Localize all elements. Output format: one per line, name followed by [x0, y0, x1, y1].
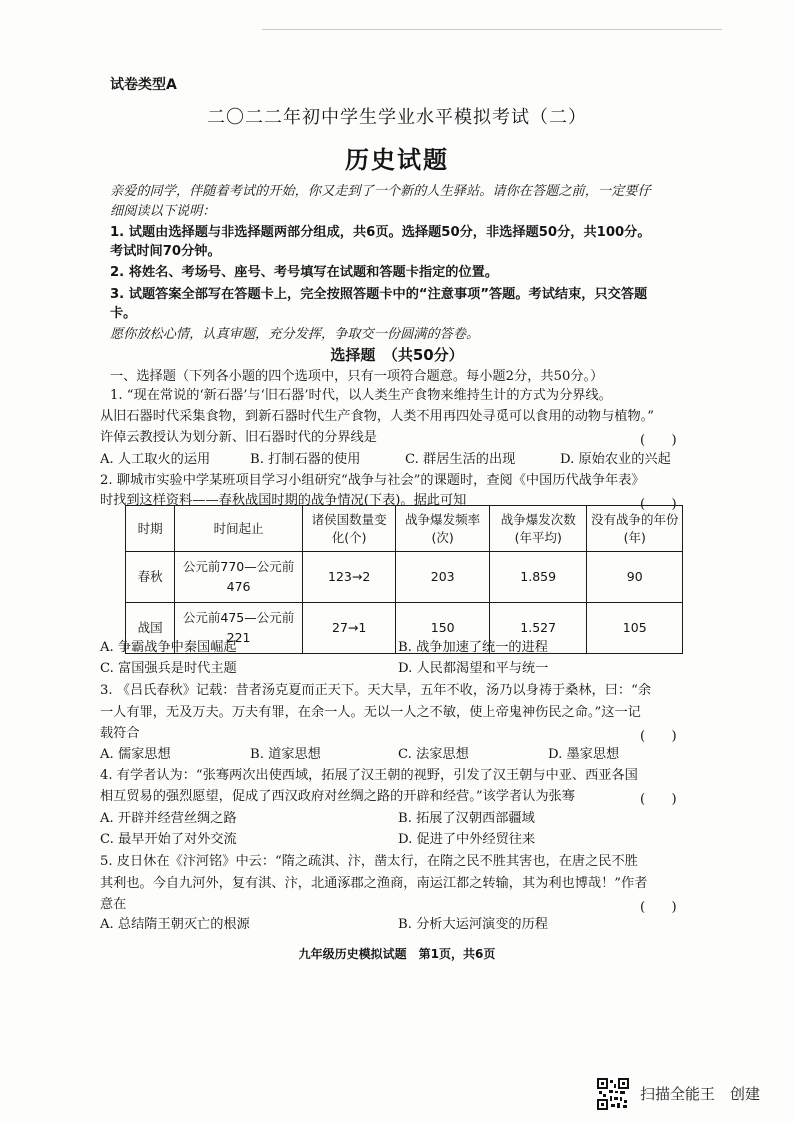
q3-option-a: A. 儒家思想	[100, 747, 171, 762]
q2-option-c: C. 富国强兵是时代主题	[100, 661, 237, 676]
q1-line-1: 1. “现在常说的‘新石器’与‘旧石器’时代，以人类生产食物来维持生计的方式为分界线。	[110, 388, 612, 403]
q2-line-2: 时找到这样资料——春秋战国时期的战争情况(下表)。据此可知	[100, 493, 467, 508]
q5-line-1: 5. 皮日休在《汴河铭》中云：“隋之疏淇、汴，凿太行，在隋之民不胜其害也，在唐之民不胜	[100, 854, 638, 869]
q1-option-c: C. 群居生活的出现	[405, 452, 516, 467]
table-cell: 203	[396, 552, 490, 603]
q5-line-3: 意在	[100, 897, 127, 912]
q4-answer-paren: ( )	[640, 792, 677, 807]
intro-line-2: 细阅读以下说明：	[110, 204, 216, 219]
table-cell: 90	[587, 552, 683, 603]
q1-line-2: 从旧石器时代采集食物，到新石器时代生产食物，人类不用再四处寻觅可以食用的动物与植物。”	[100, 409, 655, 424]
q5-option-b: B. 分析大运河演变的历程	[398, 917, 548, 932]
top-rule	[262, 29, 722, 30]
rule-3b: 卡。	[110, 306, 137, 321]
section-instruction: 一、选择题（下列各小题的四个选项中，只有一项符合题意。每小题2分，共50分。）	[110, 369, 604, 384]
table-cell: 战国	[126, 603, 175, 654]
table-header-row	[126, 506, 683, 552]
q5-option-a: A. 总结隋王朝灭亡的根源	[100, 917, 250, 932]
q3-line-3: 载符合	[100, 726, 140, 741]
war-statistics-table	[125, 505, 683, 654]
table-cell: 150	[396, 603, 490, 654]
q2-answer-paren: ( )	[640, 497, 677, 512]
header-annual-wars: 战争爆发次数(年平均)	[489, 506, 587, 552]
header-war-frequency: 战争爆发频率(次)	[396, 506, 490, 552]
q3-answer-paren: ( )	[640, 729, 677, 744]
q1-option-a: A. 人工取火的运用	[100, 452, 211, 467]
q2-option-a: A. 争霸战争中秦国崛起	[100, 640, 237, 655]
q4-option-a: A. 开辟并经营丝绸之路	[100, 811, 237, 826]
table-cell: 123→2	[302, 552, 396, 603]
table-cell: 105	[587, 603, 683, 654]
table-cell: 公元前475—公元前221	[175, 603, 303, 654]
table-cell: 春秋	[126, 552, 175, 603]
q4-line-2: 相互贸易的强烈愿望，促成了西汉政府对丝绸之路的开辟和经营。”该学者认为张骞	[100, 789, 575, 804]
page-footer: 九年级历史模拟试题 第1页，共6页	[298, 947, 496, 961]
table-cell: 1.859	[489, 552, 587, 603]
wish-line: 愿你放松心情，认真审题，充分发挥，争取交一份圆满的答卷。	[110, 327, 480, 342]
subject-title: 历史试题	[345, 146, 449, 174]
table-cell: 1.527	[489, 603, 587, 654]
q4-option-c: C. 最早开始了对外交流	[100, 832, 237, 847]
table-cell: 27→1	[302, 603, 396, 654]
q5-line-2: 其利也。今自九河外，复有淇、汴，北通涿郡之渔商，南运江都之转输，其为利也博哉！”作者	[100, 876, 648, 891]
q2-line-1: 2. 聊城市实验中学某班项目学习小组研究“战争与社会”的课题时，查阅《中国历代战争年表》	[100, 473, 645, 488]
rule-3a: 3. 试题答案全部写在答题卡上，完全按照答题卡中的“注意事项”答题。考试结束，只交答题	[110, 287, 648, 302]
section-title: 选择题 （共50分）	[330, 346, 464, 364]
q4-line-1: 4. 有学者认为：“张骞两次出使西域，拓展了汉王朝的视野，引发了汉王朝与中亚、西亚各国	[100, 768, 638, 783]
intro-line-1: 亲爱的同学，伴随着考试的开始，你又走到了一个新的人生驿站。请你在答题之前，一定要仔	[110, 184, 651, 199]
header-period: 时期	[126, 506, 175, 552]
q3-option-b: B. 道家思想	[250, 747, 321, 762]
q3-line-2: 一人有罪，无及万夫。万夫有罪，在余一人。无以一人之不敏，使上帝鬼神伤民之命。”这一记	[100, 705, 641, 720]
rule-2: 2. 将姓名、考场号、座号、考号填写在试题和答题卡指定的位置。	[110, 265, 499, 280]
q4-option-b: B. 拓展了汉朝西部疆域	[398, 811, 535, 826]
q1-line-3: 许倬云教授认为划分新、旧石器时代的分界线是	[100, 430, 377, 445]
table-row	[126, 552, 683, 603]
q2-option-d: D. 人民都渴望和平与统一	[398, 661, 549, 676]
rule-1b: 考试时间70分钟。	[110, 244, 221, 259]
scanner-watermark-text: 扫描全能王 创建	[640, 1085, 761, 1103]
qr-code-icon	[597, 1078, 629, 1110]
table-cell: 公元前770—公元前476	[175, 552, 303, 603]
q3-option-d: D. 墨家思想	[548, 747, 620, 762]
q3-option-c: C. 法家思想	[398, 747, 469, 762]
q3-line-1: 3. 《吕氏春秋》记载：昔者汤克夏而正天下。天大旱，五年不收，汤乃以身祷于桑林，曰：“余	[100, 683, 652, 698]
q5-answer-paren: ( )	[640, 900, 677, 915]
exam-title: 二〇二二年初中学生学业水平模拟考试（二）	[207, 107, 587, 128]
header-peace-years: 没有战争的年份(年)	[587, 506, 683, 552]
rule-1a: 1. 试题由选择题与非选择题两部分组成，共6页。选择题50分，非选择题50分，共100分。	[110, 225, 651, 240]
header-state-count: 诸侯国数量变化(个)	[302, 506, 396, 552]
q1-answer-paren: ( )	[640, 433, 677, 448]
q2-option-b: B. 战争加速了统一的进程	[398, 640, 548, 655]
q1-option-d: D. 原始农业的兴起	[560, 452, 671, 467]
header-time-span: 时间起止	[175, 506, 303, 552]
paper-type-label: 试卷类型A	[110, 77, 177, 93]
q4-option-d: D. 促进了中外经贸往来	[398, 832, 536, 847]
q1-option-b: B. 打制石器的使用	[250, 452, 361, 467]
